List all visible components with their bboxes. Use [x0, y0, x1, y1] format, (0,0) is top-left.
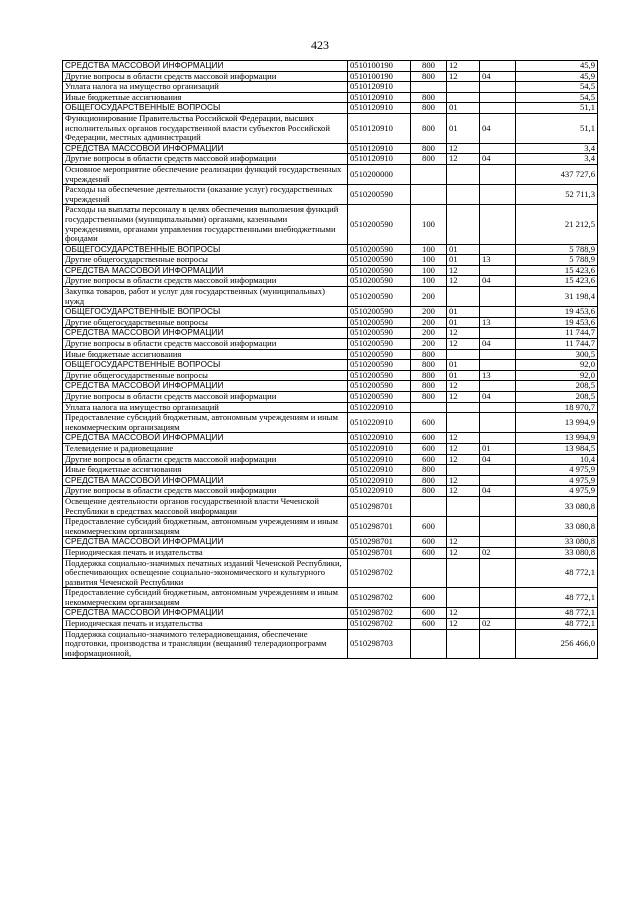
row-name-cell: ОБЩЕГОСУДАРСТВЕННЫЕ ВОПРОСЫ — [63, 307, 348, 318]
row-code-cell: 0510298702 — [348, 619, 411, 630]
row-section-cell: 12 — [447, 339, 480, 350]
row-expense-type-cell: 600 — [411, 454, 447, 465]
row-expense-type-cell: 800 — [411, 370, 447, 381]
row-amount-cell: 300,5 — [516, 349, 598, 360]
table-row — [63, 244, 598, 255]
row-expense-type-cell: 800 — [411, 360, 447, 371]
row-section-cell: 01 — [447, 113, 480, 143]
row-amount-cell: 208,5 — [516, 392, 598, 403]
row-code-cell: 0510120910 — [348, 92, 411, 103]
row-name-cell: Другие вопросы в области средств массовой информации — [63, 71, 348, 82]
row-amount-cell: 11 744,7 — [516, 328, 598, 339]
table-row — [63, 339, 598, 350]
row-amount-cell: 54,5 — [516, 92, 598, 103]
row-name-cell: Иные бюджетные ассигнования — [63, 92, 348, 103]
row-expense-type-cell: 200 — [411, 339, 447, 350]
row-section-cell — [447, 413, 480, 433]
row-name-cell: Иные бюджетные ассигнования — [63, 349, 348, 360]
row-subsection-cell: 01 — [480, 443, 516, 454]
row-name-cell: ОБЩЕГОСУДАРСТВЕННЫЕ ВОПРОСЫ — [63, 244, 348, 255]
row-name-cell: Поддержка социально-значимых печатных изданий Чеченской Республики, обеспечивающих освещение социально-экономического и культурного развития Чеченской Республики — [63, 558, 348, 588]
row-section-cell: 01 — [447, 360, 480, 371]
row-amount-cell: 48 772,1 — [516, 619, 598, 630]
row-code-cell: 0510120910 — [348, 82, 411, 93]
table-row — [63, 287, 598, 307]
row-subsection-cell — [480, 205, 516, 244]
row-section-cell: 12 — [447, 328, 480, 339]
row-expense-type-cell: 600 — [411, 517, 447, 537]
row-name-cell: СРЕДСТВА МАССОВОЙ ИНФОРМАЦИИ — [63, 381, 348, 392]
table-row — [63, 317, 598, 328]
row-code-cell: 0510200590 — [348, 339, 411, 350]
table-row — [63, 349, 598, 360]
row-subsection-cell — [480, 265, 516, 276]
row-name-cell: ОБЩЕГОСУДАРСТВЕННЫЕ ВОПРОСЫ — [63, 103, 348, 114]
row-section-cell — [447, 402, 480, 413]
table-row — [63, 370, 598, 381]
table-row — [63, 475, 598, 486]
row-name-cell: Уплата налога на имущество организаций — [63, 82, 348, 93]
row-name-cell: Другие вопросы в области средств массовой информации — [63, 154, 348, 165]
row-code-cell: 0510298701 — [348, 547, 411, 558]
table-row — [63, 307, 598, 318]
row-section-cell — [447, 588, 480, 608]
row-expense-type-cell: 800 — [411, 103, 447, 114]
row-code-cell: 0510200590 — [348, 392, 411, 403]
row-name-cell: СРЕДСТВА МАССОВОЙ ИНФОРМАЦИИ — [63, 475, 348, 486]
row-expense-type-cell: 800 — [411, 143, 447, 154]
row-expense-type-cell: 200 — [411, 287, 447, 307]
table-row — [63, 82, 598, 93]
row-amount-cell: 15 423,6 — [516, 265, 598, 276]
row-amount-cell: 11 744,7 — [516, 339, 598, 350]
row-section-cell — [447, 205, 480, 244]
row-expense-type-cell: 600 — [411, 443, 447, 454]
row-amount-cell: 33 080,8 — [516, 517, 598, 537]
row-subsection-cell: 04 — [480, 486, 516, 497]
budget-table-body — [63, 61, 598, 659]
row-name-cell: Периодическая печать и издательства — [63, 547, 348, 558]
row-name-cell: Иные бюджетные ассигнования — [63, 465, 348, 476]
table-row — [63, 103, 598, 114]
table-row — [63, 588, 598, 608]
table-row — [63, 443, 598, 454]
row-amount-cell: 92,0 — [516, 360, 598, 371]
row-subsection-cell: 04 — [480, 276, 516, 287]
row-section-cell: 01 — [447, 255, 480, 266]
row-expense-type-cell: 100 — [411, 265, 447, 276]
row-expense-type-cell: 100 — [411, 205, 447, 244]
table-row — [63, 558, 598, 588]
row-subsection-cell — [480, 558, 516, 588]
table-row — [63, 547, 598, 558]
row-section-cell — [447, 349, 480, 360]
row-subsection-cell — [480, 287, 516, 307]
row-name-cell: Периодическая печать и издательства — [63, 619, 348, 630]
row-code-cell: 0510200590 — [348, 244, 411, 255]
row-subsection-cell — [480, 496, 516, 516]
row-code-cell: 0510200590 — [348, 328, 411, 339]
row-code-cell: 0510100190 — [348, 71, 411, 82]
row-amount-cell: 18 970,7 — [516, 402, 598, 413]
row-subsection-cell — [480, 537, 516, 548]
row-name-cell: СРЕДСТВА МАССОВОЙ ИНФОРМАЦИИ — [63, 143, 348, 154]
row-amount-cell: 4 975,9 — [516, 486, 598, 497]
table-row — [63, 413, 598, 433]
table-row — [63, 92, 598, 103]
row-name-cell: ОБЩЕГОСУДАРСТВЕННЫЕ ВОПРОСЫ — [63, 360, 348, 371]
row-subsection-cell — [480, 465, 516, 476]
row-section-cell — [447, 92, 480, 103]
row-expense-type-cell — [411, 629, 447, 659]
row-section-cell: 12 — [447, 154, 480, 165]
row-amount-cell: 33 080,8 — [516, 496, 598, 516]
page-number: 423 — [311, 38, 329, 52]
table-row — [63, 537, 598, 548]
row-amount-cell: 5 788,9 — [516, 244, 598, 255]
row-code-cell: 0510200590 — [348, 360, 411, 371]
row-subsection-cell — [480, 185, 516, 205]
row-code-cell: 0510120910 — [348, 113, 411, 143]
row-section-cell: 12 — [447, 619, 480, 630]
row-expense-type-cell: 100 — [411, 244, 447, 255]
row-amount-cell: 33 080,8 — [516, 547, 598, 558]
row-code-cell: 0510200590 — [348, 370, 411, 381]
row-name-cell: Другие вопросы в области средств массовой информации — [63, 486, 348, 497]
row-name-cell: Другие вопросы в области средств массовой информации — [63, 276, 348, 287]
row-code-cell: 0510298702 — [348, 588, 411, 608]
row-section-cell — [447, 164, 480, 184]
row-name-cell: СРЕДСТВА МАССОВОЙ ИНФОРМАЦИИ — [63, 433, 348, 444]
row-subsection-cell: 04 — [480, 392, 516, 403]
row-section-cell: 12 — [447, 143, 480, 154]
row-subsection-cell: 02 — [480, 547, 516, 558]
table-row — [63, 402, 598, 413]
table-row — [63, 276, 598, 287]
row-section-cell: 12 — [447, 276, 480, 287]
table-row — [63, 392, 598, 403]
row-expense-type-cell: 800 — [411, 92, 447, 103]
row-amount-cell: 4 975,9 — [516, 465, 598, 476]
row-code-cell: 0510220910 — [348, 486, 411, 497]
row-name-cell: СРЕДСТВА МАССОВОЙ ИНФОРМАЦИИ — [63, 328, 348, 339]
row-amount-cell: 54,5 — [516, 82, 598, 93]
row-subsection-cell — [480, 164, 516, 184]
table-row — [63, 465, 598, 476]
row-expense-type-cell: 200 — [411, 317, 447, 328]
table-row — [63, 185, 598, 205]
row-expense-type-cell: 600 — [411, 588, 447, 608]
row-amount-cell: 208,5 — [516, 381, 598, 392]
row-subsection-cell — [480, 360, 516, 371]
row-amount-cell: 5 788,9 — [516, 255, 598, 266]
row-code-cell: 0510200590 — [348, 381, 411, 392]
row-name-cell: Другие вопросы в области средств массовой информации — [63, 392, 348, 403]
row-section-cell: 01 — [447, 244, 480, 255]
row-code-cell: 0510120910 — [348, 103, 411, 114]
row-subsection-cell — [480, 517, 516, 537]
row-name-cell: СРЕДСТВА МАССОВОЙ ИНФОРМАЦИИ — [63, 537, 348, 548]
row-code-cell: 0510298702 — [348, 558, 411, 588]
row-subsection-cell: 04 — [480, 154, 516, 165]
table-row — [63, 154, 598, 165]
row-code-cell: 0510220910 — [348, 465, 411, 476]
table-row — [63, 255, 598, 266]
row-expense-type-cell: 800 — [411, 349, 447, 360]
row-name-cell: Другие общегосударственные вопросы — [63, 317, 348, 328]
row-subsection-cell — [480, 413, 516, 433]
row-subsection-cell — [480, 381, 516, 392]
row-code-cell: 0510200000 — [348, 164, 411, 184]
row-amount-cell: 48 772,1 — [516, 558, 598, 588]
row-section-cell: 01 — [447, 307, 480, 318]
row-subsection-cell: 13 — [480, 370, 516, 381]
row-amount-cell: 3,4 — [516, 154, 598, 165]
row-expense-type-cell — [411, 82, 447, 93]
row-subsection-cell: 04 — [480, 113, 516, 143]
row-amount-cell: 19 453,6 — [516, 307, 598, 318]
row-amount-cell: 13 994,9 — [516, 433, 598, 444]
table-row — [63, 629, 598, 659]
table-row — [63, 433, 598, 444]
row-expense-type-cell: 800 — [411, 381, 447, 392]
row-amount-cell: 21 212,5 — [516, 205, 598, 244]
row-section-cell: 12 — [447, 486, 480, 497]
row-code-cell: 0510200590 — [348, 205, 411, 244]
row-expense-type-cell: 600 — [411, 433, 447, 444]
row-subsection-cell: 13 — [480, 255, 516, 266]
row-expense-type-cell: 800 — [411, 392, 447, 403]
row-name-cell: Предоставление субсидий бюджетным, автономным учреждениям и иным некоммерческим организациям — [63, 588, 348, 608]
row-code-cell: 0510200590 — [348, 287, 411, 307]
row-expense-type-cell: 800 — [411, 486, 447, 497]
row-code-cell: 0510200590 — [348, 265, 411, 276]
row-section-cell — [447, 496, 480, 516]
table-row — [63, 143, 598, 154]
row-section-cell — [447, 517, 480, 537]
row-amount-cell: 10,4 — [516, 454, 598, 465]
row-code-cell: 0510220910 — [348, 443, 411, 454]
row-subsection-cell: 04 — [480, 71, 516, 82]
row-code-cell: 0510220910 — [348, 454, 411, 465]
row-code-cell: 0510298702 — [348, 608, 411, 619]
row-expense-type-cell — [411, 558, 447, 588]
row-section-cell: 12 — [447, 381, 480, 392]
row-code-cell: 0510100190 — [348, 61, 411, 72]
table-row — [63, 517, 598, 537]
row-subsection-cell — [480, 608, 516, 619]
row-expense-type-cell: 200 — [411, 328, 447, 339]
row-code-cell: 0510220910 — [348, 413, 411, 433]
row-section-cell: 12 — [447, 475, 480, 486]
row-amount-cell: 437 727,6 — [516, 164, 598, 184]
row-code-cell: 0510220910 — [348, 402, 411, 413]
table-row — [63, 205, 598, 244]
row-amount-cell: 31 198,4 — [516, 287, 598, 307]
row-expense-type-cell: 600 — [411, 413, 447, 433]
row-name-cell: Другие вопросы в области средств массовой информации — [63, 339, 348, 350]
row-expense-type-cell: 800 — [411, 71, 447, 82]
row-section-cell: 01 — [447, 317, 480, 328]
row-code-cell: 0510220910 — [348, 475, 411, 486]
row-section-cell: 12 — [447, 537, 480, 548]
row-name-cell: Освещение деятельности органов государственной власти Чеченской Республики в средствах массовой информации — [63, 496, 348, 516]
row-subsection-cell — [480, 92, 516, 103]
row-section-cell — [447, 185, 480, 205]
row-expense-type-cell — [411, 496, 447, 516]
row-name-cell: Предоставление субсидий бюджетным, автономным учреждениям и иным некоммерческим организациям — [63, 517, 348, 537]
row-amount-cell: 15 423,6 — [516, 276, 598, 287]
row-subsection-cell — [480, 82, 516, 93]
row-amount-cell: 4 975,9 — [516, 475, 598, 486]
row-code-cell: 0510220910 — [348, 433, 411, 444]
row-section-cell: 12 — [447, 265, 480, 276]
row-code-cell: 0510200590 — [348, 307, 411, 318]
row-name-cell: Расходы на выплаты персоналу в целях обеспечения выполнения функций государственными (муниципальными) органами, казенными учреждениями, органами управления государственными внебюджетными фондами — [63, 205, 348, 244]
row-subsection-cell — [480, 143, 516, 154]
row-code-cell: 0510200590 — [348, 255, 411, 266]
row-name-cell: Другие общегосударственные вопросы — [63, 370, 348, 381]
row-expense-type-cell: 800 — [411, 154, 447, 165]
row-section-cell — [447, 558, 480, 588]
row-name-cell: Расходы на обеспечение деятельности (оказание услуг) государственных учреждений — [63, 185, 348, 205]
row-expense-type-cell: 800 — [411, 61, 447, 72]
row-section-cell — [447, 465, 480, 476]
table-row — [63, 619, 598, 630]
row-name-cell: Другие общегосударственные вопросы — [63, 255, 348, 266]
row-amount-cell: 51,1 — [516, 113, 598, 143]
row-expense-type-cell: 200 — [411, 307, 447, 318]
row-subsection-cell: 13 — [480, 317, 516, 328]
row-section-cell — [447, 287, 480, 307]
row-amount-cell: 48 772,1 — [516, 608, 598, 619]
row-subsection-cell — [480, 629, 516, 659]
row-name-cell: СРЕДСТВА МАССОВОЙ ИНФОРМАЦИИ — [63, 61, 348, 72]
row-expense-type-cell: 600 — [411, 619, 447, 630]
table-row — [63, 608, 598, 619]
row-section-cell: 12 — [447, 61, 480, 72]
table-row — [63, 164, 598, 184]
row-amount-cell: 33 080,8 — [516, 537, 598, 548]
row-name-cell: Предоставление субсидий бюджетным, автономным учреждениям и иным некоммерческим организациям — [63, 413, 348, 433]
row-name-cell: СРЕДСТВА МАССОВОЙ ИНФОРМАЦИИ — [63, 608, 348, 619]
table-row — [63, 486, 598, 497]
table-row — [63, 360, 598, 371]
row-code-cell: 0510200590 — [348, 276, 411, 287]
table-row — [63, 496, 598, 516]
row-name-cell: Основное мероприятие обеспечение реализации функций государственных учреждений — [63, 164, 348, 184]
table-row — [63, 61, 598, 72]
row-subsection-cell — [480, 328, 516, 339]
row-section-cell: 12 — [447, 443, 480, 454]
row-name-cell: Закупка товаров, работ и услуг для государственных (муниципальных) нужд — [63, 287, 348, 307]
row-subsection-cell — [480, 244, 516, 255]
row-name-cell: Другие вопросы в области средств массовой информации — [63, 454, 348, 465]
row-subsection-cell — [480, 475, 516, 486]
row-expense-type-cell — [411, 402, 447, 413]
row-expense-type-cell: 600 — [411, 537, 447, 548]
row-section-cell: 01 — [447, 103, 480, 114]
row-amount-cell: 48 772,1 — [516, 588, 598, 608]
row-amount-cell: 45,9 — [516, 61, 598, 72]
row-code-cell: 0510120910 — [348, 143, 411, 154]
row-section-cell: 12 — [447, 392, 480, 403]
row-subsection-cell: 04 — [480, 339, 516, 350]
row-section-cell: 12 — [447, 547, 480, 558]
row-expense-type-cell: 100 — [411, 276, 447, 287]
row-amount-cell: 19 453,6 — [516, 317, 598, 328]
table-row — [63, 113, 598, 143]
row-name-cell: СРЕДСТВА МАССОВОЙ ИНФОРМАЦИИ — [63, 265, 348, 276]
row-amount-cell: 13 994,9 — [516, 413, 598, 433]
row-subsection-cell — [480, 307, 516, 318]
row-code-cell: 0510298703 — [348, 629, 411, 659]
row-section-cell: 12 — [447, 454, 480, 465]
row-expense-type-cell — [411, 164, 447, 184]
row-code-cell: 0510298701 — [348, 496, 411, 516]
row-expense-type-cell: 100 — [411, 255, 447, 266]
table-row — [63, 71, 598, 82]
row-code-cell: 0510200590 — [348, 349, 411, 360]
row-code-cell: 0510200590 — [348, 185, 411, 205]
row-code-cell: 0510298701 — [348, 537, 411, 548]
row-name-cell: Поддержка социально-значимого телерадиовещания, обеспечение подготовки, производства и трансляции (вещания0 телерадиопрограмм информационной, — [63, 629, 348, 659]
row-subsection-cell — [480, 103, 516, 114]
row-amount-cell: 51,1 — [516, 103, 598, 114]
row-section-cell: 12 — [447, 433, 480, 444]
row-amount-cell: 45,9 — [516, 71, 598, 82]
row-expense-type-cell — [411, 185, 447, 205]
row-subsection-cell — [480, 61, 516, 72]
row-name-cell: Функционирование Правительства Российской Федерации, высших исполнительных органов государственной власти субъектов Российской Федерации, местных администраций — [63, 113, 348, 143]
row-amount-cell: 52 711,3 — [516, 185, 598, 205]
row-amount-cell: 92,0 — [516, 370, 598, 381]
row-code-cell: 0510200590 — [348, 317, 411, 328]
row-name-cell: Телевидение и радиовещание — [63, 443, 348, 454]
row-subsection-cell: 02 — [480, 619, 516, 630]
budget-table — [62, 60, 598, 659]
row-section-cell — [447, 629, 480, 659]
row-subsection-cell — [480, 588, 516, 608]
row-section-cell — [447, 82, 480, 93]
row-section-cell: 12 — [447, 608, 480, 619]
table-row — [63, 265, 598, 276]
row-expense-type-cell: 800 — [411, 113, 447, 143]
table-row — [63, 454, 598, 465]
table-row — [63, 328, 598, 339]
row-amount-cell: 3,4 — [516, 143, 598, 154]
row-amount-cell: 13 984,5 — [516, 443, 598, 454]
row-expense-type-cell: 800 — [411, 475, 447, 486]
row-code-cell: 0510298701 — [348, 517, 411, 537]
row-code-cell: 0510120910 — [348, 154, 411, 165]
table-row — [63, 381, 598, 392]
row-amount-cell: 256 466,0 — [516, 629, 598, 659]
row-name-cell: Уплата налога на имущество организаций — [63, 402, 348, 413]
row-expense-type-cell: 600 — [411, 608, 447, 619]
row-subsection-cell — [480, 402, 516, 413]
row-subsection-cell — [480, 349, 516, 360]
row-subsection-cell: 04 — [480, 454, 516, 465]
row-section-cell: 12 — [447, 71, 480, 82]
row-section-cell: 01 — [447, 370, 480, 381]
row-expense-type-cell: 600 — [411, 547, 447, 558]
row-expense-type-cell: 800 — [411, 465, 447, 476]
row-subsection-cell — [480, 433, 516, 444]
